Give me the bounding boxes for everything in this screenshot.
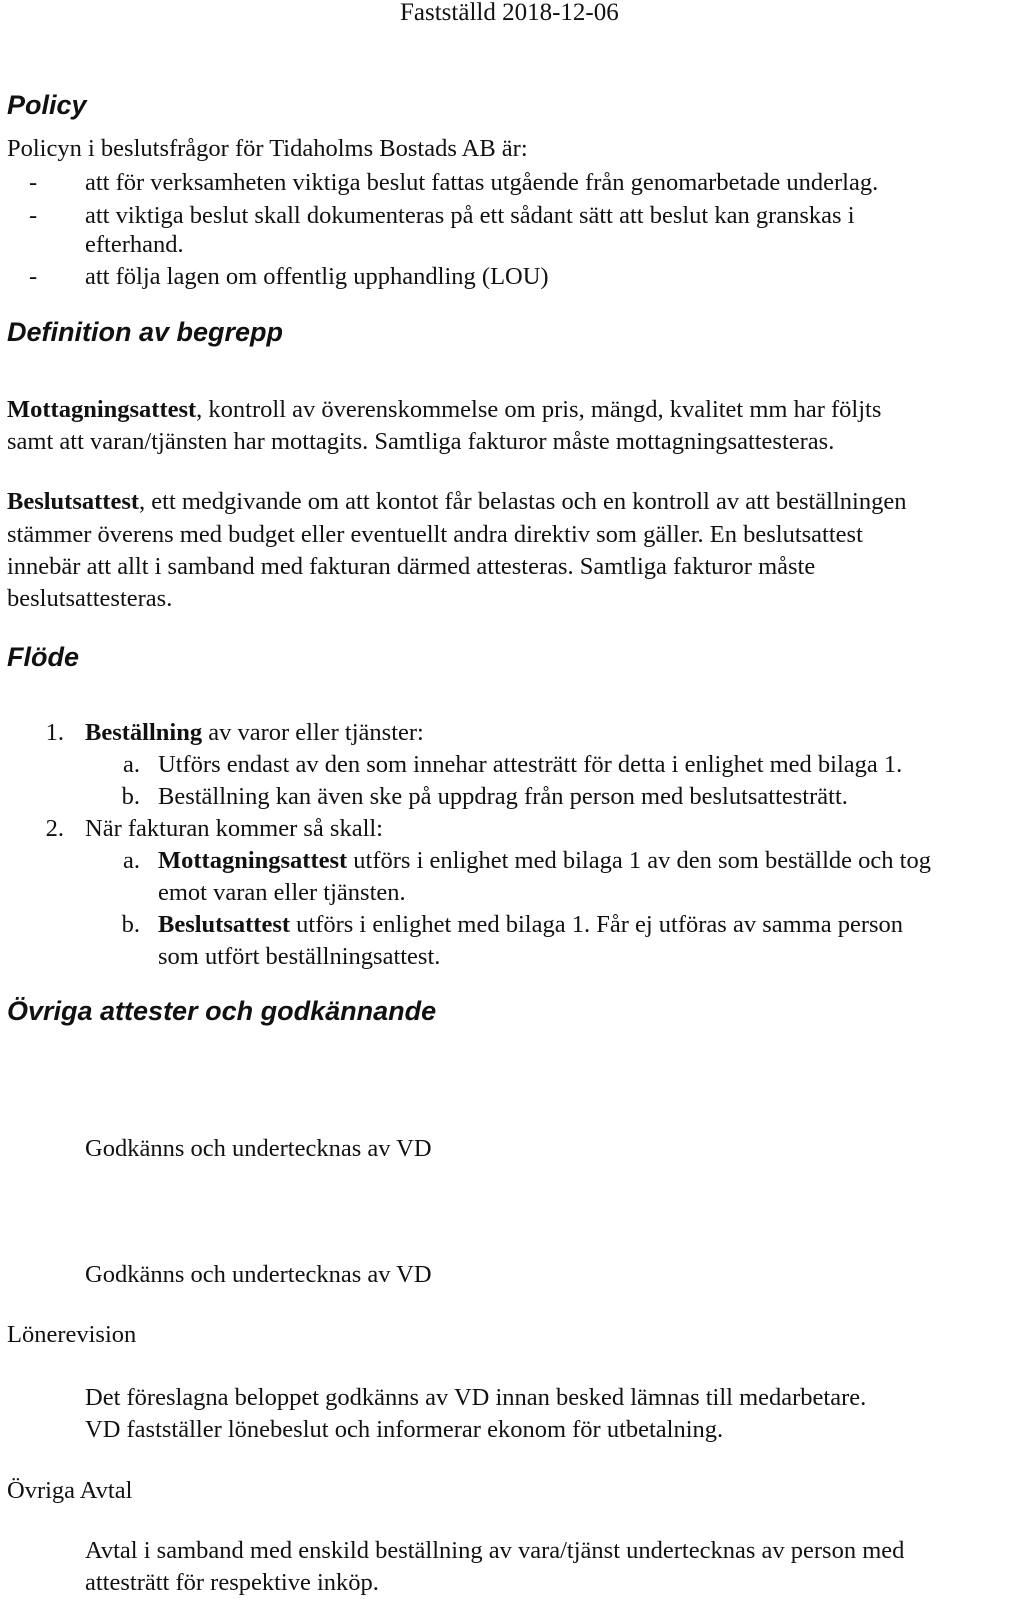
beslut-def-line-1 <box>7 485 906 518</box>
flow-subitem-text <box>158 844 931 877</box>
document-date: Fastställd 2018-12-06 <box>400 0 619 26</box>
approval-line-1: Godkänns och undertecknas av VD <box>85 1135 432 1162</box>
mottagning-def-line-1 <box>7 393 881 426</box>
flow-item-2b <box>0 908 1024 942</box>
flow-subitem-2a-cont: emot varan eller tjänsten. <box>158 879 406 906</box>
flow-item-number: 1. <box>45 719 64 746</box>
flow-item-1a <box>0 748 1024 782</box>
flow-subitem-rest: utförs i enlighet med bilaga 1 av den som beställde och tog <box>347 847 931 874</box>
mottagning-term: Mottagningsattest <box>7 396 197 423</box>
beslut-def-line-2: stämmer överens med budget eller eventuellt andra direktiv som gäller. En beslutsattest <box>7 521 863 548</box>
policy-bullet-text: efterhand. <box>85 231 184 258</box>
flow-subitem-text <box>158 908 903 941</box>
flow-subitem-letter: a. <box>123 847 140 874</box>
flow-subitem-term: Mottagningsattest <box>158 847 348 874</box>
flow-subitem-2b-cont: som utfört beställningsattest. <box>158 943 441 970</box>
bullet-dash: - <box>29 169 38 196</box>
beslut-def-line-3: innebär att allt i samband med fakturan därmed attesteras. Samtliga fakturor måste <box>7 553 816 580</box>
flow-subitem-text: Beställning kan även ske på uppdrag från person med beslutsattesträtt. <box>158 783 848 810</box>
flow-item-2a <box>0 844 1024 878</box>
lonerevision-line-1: Det föreslagna beloppet godkänns av VD innan besked lämnas till medarbetare. <box>85 1384 867 1411</box>
beslut-def-text: , ett medgivande om att kontot får belastas och en kontroll av att beställningen <box>139 488 907 515</box>
beslut-def-line-4: beslutsattesteras. <box>7 585 173 612</box>
flow-item-number: 2. <box>45 815 64 842</box>
definition-heading: Definition av begrepp <box>7 317 284 347</box>
ovriga-heading: Övriga attester och godkännande <box>7 996 437 1026</box>
flow-subitem-letter: b. <box>121 783 140 810</box>
approval-line-2: Godkänns och undertecknas av VD <box>85 1261 432 1288</box>
bullet-dash: - <box>29 263 38 290</box>
avtal-line-1: Avtal i samband med enskild beställning av vara/tjänst undertecknas av person med <box>85 1537 905 1564</box>
flow-item-1b <box>0 780 1024 814</box>
policy-bullet-1 <box>0 166 1024 200</box>
bullet-dash: - <box>29 202 38 229</box>
flow-heading: Flöde <box>7 642 79 672</box>
flow-item-rest: av varor eller tjänster: <box>202 719 424 746</box>
policy-bullet-text: att viktiga beslut skall dokumenteras på ett sådant sätt att beslut kan granskas i <box>85 202 855 229</box>
policy-bullet-text: att för verksamheten viktiga beslut fattas utgående från genomarbetade underlag. <box>85 169 879 196</box>
mottagning-def-text: , kontroll av överenskommelse om pris, mängd, kvalitet mm har följts <box>196 396 882 423</box>
flow-item-term: Beställning <box>85 719 203 746</box>
beslut-term: Beslutsattest <box>7 488 140 515</box>
policy-bullet-text: att följa lagen om offentlig upphandling (LOU) <box>85 263 549 290</box>
flow-subitem-letter: b. <box>121 911 140 938</box>
flow-item-1 <box>0 716 1024 750</box>
mottagning-def-line-2: samt att varan/tjänsten har mottagits. Samtliga fakturor måste mottagningsattesteras. <box>7 428 835 455</box>
flow-subitem-rest: utförs i enlighet med bilaga 1. Får ej utföras av samma person <box>290 911 904 938</box>
lonerevision-label: Lönerevision <box>7 1321 137 1348</box>
avtal-label: Övriga Avtal <box>7 1477 133 1504</box>
flow-item-text <box>85 716 424 749</box>
policy-intro: Policyn i beslutsfrågor för Tidaholms Bostads AB är: <box>7 135 528 162</box>
flow-item-2 <box>0 812 1024 846</box>
avtal-line-2: attesträtt för respektive inköp. <box>85 1569 379 1596</box>
lonerevision-line-2: VD fastställer lönebeslut och informerar ekonom för utbetalning. <box>85 1416 724 1443</box>
flow-subitem-term: Beslutsattest <box>158 911 291 938</box>
policy-bullet-2-cont <box>0 228 1024 262</box>
policy-heading: Policy <box>7 90 87 120</box>
flow-subitem-letter: a. <box>123 751 140 778</box>
flow-subitem-text: Utförs endast av den som innehar attesträtt för detta i enlighet med bilaga 1. <box>158 751 903 778</box>
flow-item-text: När fakturan kommer så skall: <box>85 815 383 842</box>
policy-bullet-3 <box>0 260 1024 294</box>
